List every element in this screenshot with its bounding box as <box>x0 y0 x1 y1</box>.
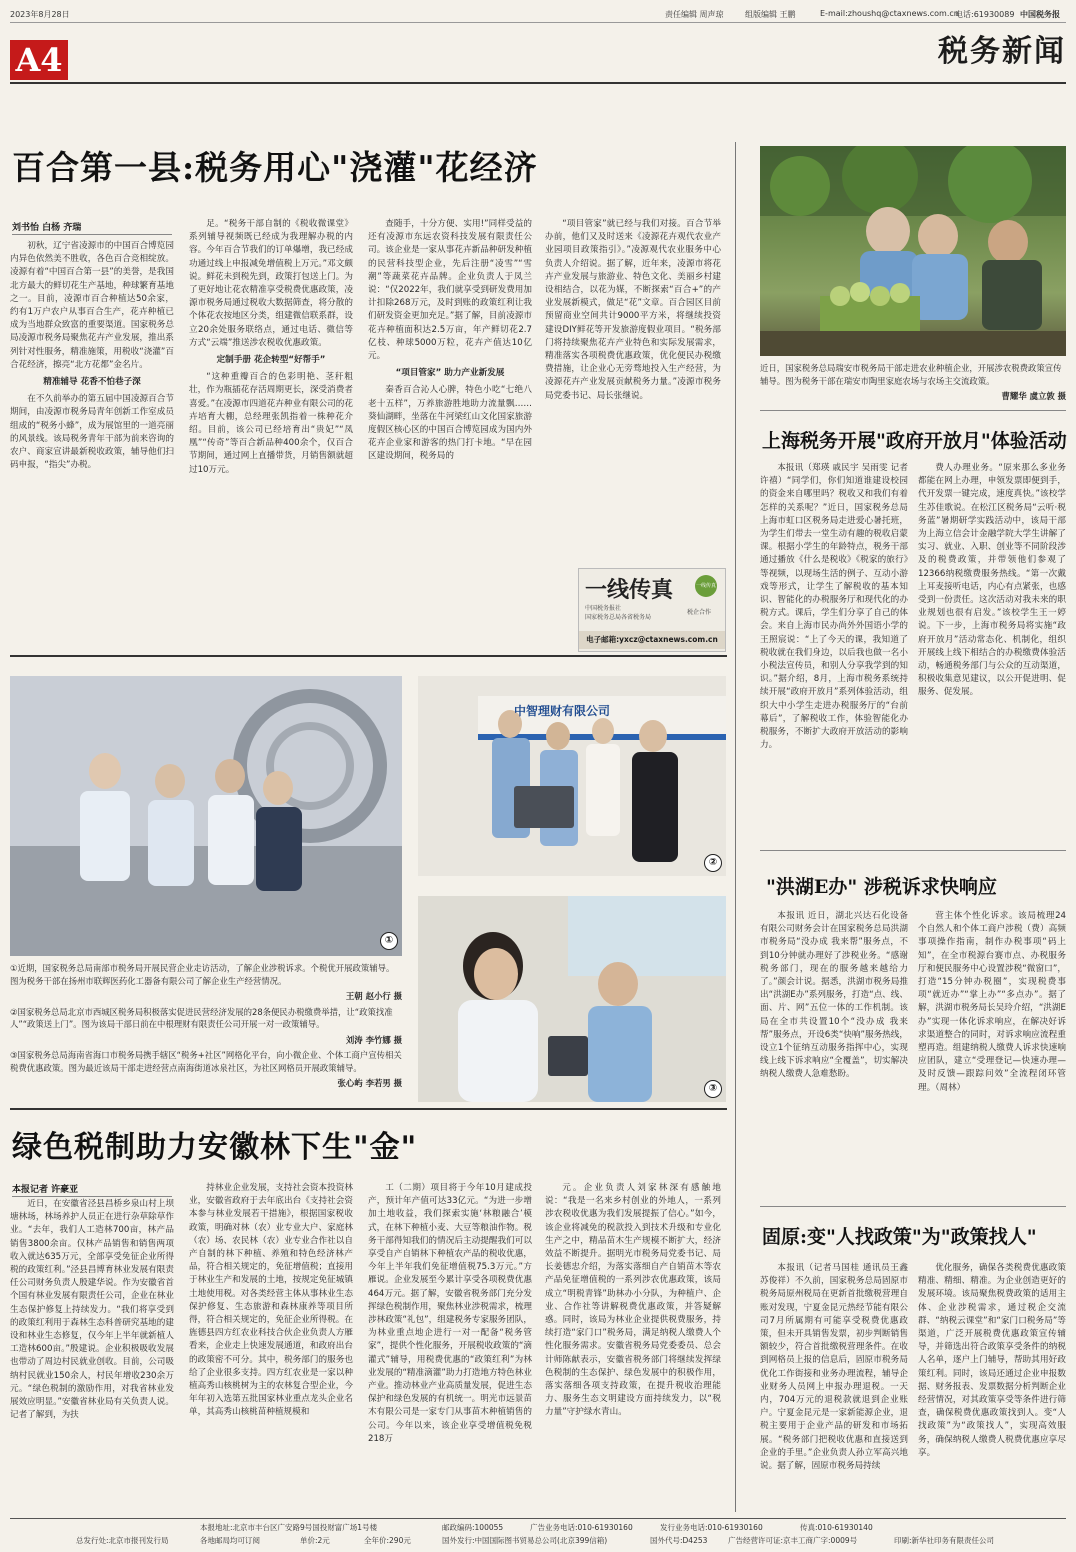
article1-title: 百合第一县:税务用心"浇灌"花经济 <box>12 148 538 187</box>
footer-foreign-code: 国外代号:D4253 <box>650 1536 708 1545</box>
footer-postcode: 邮政编码:100055 <box>442 1523 504 1532</box>
article4-col2-text: 持林业企业发展，支持社会资本投资林业，安徽省政府于去年底出台《支持社会资本参与林业发展若干措施》，根据国家税收政策，明确对林（农）业专业大户、家庭林（农）场、农民林（农）业专业合作社以自产自制的林下种植、养殖和特色经济林产品，符合相关规定的，免征增值税；直接用于林业生产和发展的土地，按规定免征城镇土地使用税。对各类经营主体从事林业生态保护修复、生态旅游和森林康养等项目所得，符合相关规定的，免征企业所得税。在旌德县四方红农业科技合伙企业负责人方雁看来，企业走上快速发展通道，和政府出台的政策密不可分。其中，税务部门的服务也给了企业很多支持。四方红农业是一家以种植高秀山核桃树为主的农林复合型企业，今年年初入选第五批国家林业重点龙头企业名单，其高秀山核桃苗种植规模和 <box>189 1183 353 1418</box>
article3-col2 <box>918 910 1066 1200</box>
photo-1-factory <box>10 676 402 956</box>
article2-title: 上海税务开展"政府开放月"体验活动 <box>762 430 1067 452</box>
rule-1 <box>760 410 1066 411</box>
photo-2-credit: 刘涛 李竹娜 摄 <box>345 1034 402 1045</box>
article1-byline: 刘书怡 白杨 齐瑞 <box>12 220 172 235</box>
photo-2-office <box>418 676 726 876</box>
rule-2 <box>760 850 1066 851</box>
photo-2-sign: 中智理财有限公司 <box>514 704 611 718</box>
article4-col4 <box>545 1182 721 1512</box>
photo-orchard <box>760 146 1066 356</box>
hotline-sub3: 税企合作 <box>687 609 712 616</box>
email[interactable]: E-mail:zhoushq@ctaxnews.com.cn <box>820 9 959 18</box>
photo-3-illustration <box>418 896 726 1102</box>
article5-col2 <box>918 1262 1066 1512</box>
header-rule <box>10 82 1066 84</box>
article3-col1 <box>760 910 908 1200</box>
article1-bottom-rule <box>10 655 727 657</box>
article1-subhead3: “项目管家” 助力产业新发展 <box>395 368 505 379</box>
hotline-sub2: 国家税务总局各省税务局 <box>585 614 652 621</box>
photo-1-caption: ①近期，国家税务总局南部市税务局开展民营企业走访活动，了解企业涉税诉求。个税优开展政策辅导。图为税务干部在扬州市联辉医药化工器备有限公司了解企业生产经营情况。 <box>10 963 395 986</box>
article5-col2-text: 优化服务，确保各类税费优惠政策精准、精细、精准。为企业创造更好的发展环境。该局聚焦税费政策的适用主体、企业涉税需求，通过税企交流群、“纳税云课堂”和“家门口税务局”等渠道，广泛开展税费优惠政策宣传辅导，并筛选出符合政策享受条件的纳税人名单，逐户上门辅导，帮助其用好政策红利。同时，该局还通过企业申报数据、财务报表、发票数据分析判断企业经营情况，对其政策享受等条件进行筛查，确保税费优惠政策找到人。变“人找政策”为“政策找人”，实现高效服务，确保纳税人缴费人税费优惠应享尽享。 <box>918 1263 1066 1458</box>
footer-printer: 印刷:新华社印务有限责任公司 <box>894 1536 995 1545</box>
article1-col3-text: 查随手，十分方便、实用!”同样受益的还有凌源市东远农资科技发展有限责任公司。该企业是一家从事花卉新品种研发种植的民营科技型企业，先后注册“凌雪”“雪潮”等蔬菜花卉品牌。企业负责人于凤兰说：“仅2022年，我们就享受到研发费用加计扣除268万元，及时到账的政策红利让我们研发资金更加充足。”据了解，目前凌源市花卉种植面积达2.5万亩，年产鲜切花2.7亿枝、种球5000万粒，花卉产值达10亿元。 <box>368 219 532 362</box>
column-divider <box>735 142 736 1512</box>
article4-col4-text: 元。企业负责人刘家林深有感触地说：“我是一名来乡村创业的外地人，一系列涉农税收优惠为我们发展提振了信心。”如今，该企业将减免的税款投入到技术升级和专业化生产之中，精品苗木生产规模不断扩大，经济效益不断提升。据明光市税务局党委书记、局长姜德忠介绍，为落实落细自产自销苗木等农产品免征增值税的一系列涉农优惠政策，该局成立“明税青锋”助林办小分队，为种植户、企业、合作社等讲解税费优惠政策，并答疑解惑。同时，该局为林业企业提供税费服务，持续打造“家门口”税务局，满足纳税人缴费人个性化服务需求。安徽省税务局党委委员、总会计师陈献表示，安徽省税务部门将继续发挥绿色税制的生态保护、绿色发展中的积极作用，落实落细各项支持政策，在提升税收治理能力、服务生态文明建设方面持续发力，以“税力量”守护绿水青山。 <box>545 1183 721 1418</box>
article2-col1-text: 本报讯（郑瑛 戚民宇 吴雨雯 记者许禧）“同学们，你们知道谁建设校园的资金来自哪里吗？税收又和我们有着怎样的关系呢？”近日，国家税务总局上海市虹口区税务局走进爱心暑托班，为学生们带去一堂生动有趣的税收启蒙课。根据小学生的年龄特点，税务干部通过播放《什么是税收》《税家的旅行》等视频，以现场生活的例子、互动小游戏等形式，让学生了解税收的基本知识、智能化的办税服务厅和现代化的办税方式。课后，学生们分享了自己的体会。来自上海市民办尚外外国语小学的王照宸说：“上了今天的课，我知道了税收就在我们身边，以后我也做一名小小税法宣传员，和别人分享我学到的知识。”据介绍，8月，上海市税务系统持续开展“政府开放月”系列体验活动，组织大中小学生走进办税服务厅的“台前幕后”，了解税收工作，体验智能化办税服务，不断扩大政府开放活动的影响力。 <box>760 463 908 751</box>
article3-title: "洪湖E办" 涉税诉求快响应 <box>766 876 997 898</box>
article4-col1 <box>10 1198 174 1512</box>
masthead-bar <box>10 6 1066 23</box>
article1-col4 <box>545 218 721 558</box>
article1-col3-text-b: 秦香百合沁人心脾，特色小吃“七绝八老十五样”，万养旅游胜地助力流量飘……葵仙湖畔，坐落在牛河梁红山文化国家旅游度假区核心区的中国百合博览园成为国内外花卉企业家和游客的热门打卡地。“早在园区建设期间，税务局的 <box>368 385 532 462</box>
article5-col1 <box>760 1262 908 1512</box>
photo-1-credit: 王朝 赵小行 摄 <box>345 991 402 1001</box>
paper-name: 中国税务报 <box>1020 10 1060 19</box>
photos-captions <box>10 962 402 1093</box>
hotline-box <box>578 568 726 652</box>
hotline-email[interactable]: 电子邮箱:yxcz@ctaxnews.com.cn <box>579 631 725 649</box>
article4-title: 绿色税制助力安徽林下生"金" <box>12 1130 418 1165</box>
footer-address: 本报地址:北京市丰台区广安路9号国投财富广场1号楼 <box>200 1523 378 1532</box>
hotline-sub1: 中国税务报社 <box>585 605 622 612</box>
article3-col1-text: 本报讯 近日，湖北兴达石化设备有限公司财务会计在国家税务总局洪湖市税务局“没办成 我来帮”服务点，不到10分钟就办理好了涉税业务。“感谢税务部门，现在的服务越来越给力了。”颜会计说。据悉，洪湖市税务局推出“洪湖E办”系列服务，打造“点、线、面、片、网”五位一体的工作机制。该局在全市共设置10个“没办成 我来帮”服务点，开设6类“快响”服务热线，设立1个征纳互动服务指挥中心，实现线上线下诉求响应“全覆盖”，切实解决纳税人缴费人急难愁盼。 <box>760 911 908 1080</box>
footer-distributor: 总发行处:北京市报刊发行局 <box>76 1536 169 1545</box>
article1-col1-text: 初秋，辽宁省凌源市的中国百合博览园内异色依然美不胜收，各色百合竞相绽放。凌源有着“中国百合第一县”的美誉，是我国北方最大的鲜切花生产基地，种球繁育基地之一。目前，凌源市百合种植达50余家，约有1万户农户从事百合生产，花卉种植已成为当地群众致富的重要渠道。国家税务总局凌源市税务局聚焦花卉产业发展，推出系列针对性服务，精准施策，用税收“浇灌”百合花经济，擦亮“北方花都”金名片。 <box>10 241 174 370</box>
article4-col2 <box>189 1182 353 1512</box>
photos-bottom-rule <box>10 1108 727 1110</box>
photo-2-caption: ②国家税务总局北京市西城区税务局积极落实促进民营经济发展的28条便民办税缴费举措，让“政策找准人”“政策送上门”。图为该局干部日前在中根理财有限责任公司开展一对一政策辅导。 <box>10 1006 393 1029</box>
article2-col2-text: 费人办理业务。“原来那么多业务都能在网上办理，申领发票即便到手，代开发票一键完成，速度真快。”该校学生苏佳歌说。在松江区税务局“云听·税务蓝”暑期研学实践活动中，该局干部为上海立信会计金融学院大学生讲解了实习、就业、入职、创业等不同阶段涉及的税费政策，并带领他们参观了12366纳税缴费服务热线。“第一次戴上耳麦接听电话，内心有点紧张，也感受到一份责任。这次活动对我未来的职业规划也很有启发。”该校学生王一婷说。下一步，上海市税务局将实施“政府开放月”活动常态化、机制化，组织开展线上线下相结合的办税缴费体验活动，畅通税务部门与公众的互动渠道，积极收集意见建议，以公开促进明、促服务、促发展。 <box>918 463 1066 698</box>
section-title: 税务新闻 <box>938 34 1066 69</box>
footer-ad-phone: 广告业务电话:010-61930160 <box>530 1523 633 1532</box>
article2-col2 <box>918 462 1066 842</box>
article4-byline: 本报记者 许豪亚 <box>12 1182 172 1197</box>
photo-orchard-caption <box>760 362 1066 406</box>
footer-ad-license: 广告经营许可证:京丰工商广字:0009号 <box>728 1536 858 1545</box>
article1-subhead1: 精准辅导 花香不怕巷子深 <box>43 377 141 388</box>
rule-3 <box>760 1206 1066 1207</box>
hotline-seal-icon: 一线传真 <box>695 575 717 597</box>
article1-col2-text: 足。“税务干部自制的《税收微课堂》系列辅导视频既已经成为我理解办税的内容。今年百合节我们的订单爆增，我已经成功通过线上申报减免增值税上万元。”邓文颇说。鲜花未到税先到，政策打包送上门。为了更好地让花农精准享受税费优惠政策，凌源市税务局通过税收大数据筛查，将分散的个体花农按地区分类，组建微信联系群，设立20余处服务联络点，通过电话、微信等方式“云端”推送涉农税收优惠政策。 <box>189 219 353 348</box>
article1-col1 <box>10 240 174 650</box>
article1-col3 <box>368 218 532 650</box>
photo-orchard-credit: 曹耀华 虞立敦 摄 <box>1001 391 1066 401</box>
article1-col2-text-b: “这种重瓣百合的色彩明艳、茎秆粗壮，作为瓶插花存活周期更长，深受消费者喜爱。”在凌源市四道花卉种业有限公司的花卉培育大棚，总经理张凯指着一株种花介绍。目前，该公司已经培育出“贵妃”“凤凰”“传奇”等百合新品种400余个，仅百合节期间，通过网上直播带货，月销售额就超过10万元。 <box>189 372 353 475</box>
footer-price: 单价:2元 <box>300 1536 330 1545</box>
photo-1-badge: ① <box>380 932 398 950</box>
photo-1-illustration <box>10 676 402 956</box>
footer-dist-phone: 发行业务电话:010-61930160 <box>660 1523 763 1532</box>
article3-col2-text: 营主体个性化诉求。该局梳理24个自然人和个体工商户涉税（费）高频事项操作指南，制作办税事项“码上知”，在全市税源台赛市点、办税服务厅和便民服务中心设置涉税“微窗口”，打造“15分钟办税圈”，实现税费事项“就近办”“掌上办”“多点办”。据了解，洪湖市税务局长吴玲介绍，“洪湖E办”实现一体化诉求响应，在解决好诉求渠道整合的同时，对诉求响应流程重塑再造。组建纳税人缴费人诉求快速响应团队，建立“受理登记—快速办理—及时反馈—跟踪问效”全流程闭环管理。（周林） <box>918 911 1066 1093</box>
footer-subscribe: 各地邮局均可订阅 <box>200 1536 260 1545</box>
article1-subhead2: 定制手册 花企转型“好帮手” <box>216 355 326 366</box>
footer-annual-price: 全年价:290元 <box>364 1536 411 1545</box>
photo-3-badge: ③ <box>704 1080 722 1098</box>
photo-3-credit: 张心屿 李若男 摄 <box>337 1078 402 1088</box>
page-number: A4 <box>10 40 68 80</box>
photo-3-caption: ③国家税务总局海南省海口市税务局携手辖区“税务+社区”网格化平台，向小微企业、个体工商户宣传相关税费优惠政策。图为最近该局干部走进经营点南海街道冰泉社区，为社区网格员开展政策辅导。 <box>10 1050 402 1073</box>
article4-col3 <box>368 1182 532 1512</box>
editor: 责任编辑 周声琼 <box>665 10 724 19</box>
designer: 组版编辑 王鹏 <box>745 10 796 19</box>
photo-orchard-caption-text: 近日，国家税务总局瑞安市税务局干部走进农业种植企业，开展涉农税费政策宣传辅导。图为税务干部在瑞安市陶里家庭农场与农场主交流政策。 <box>760 363 1062 386</box>
photo-2-badge: ② <box>704 854 722 872</box>
article4-col3-text: 工（二期）项目将于今年10月建成投产，预计年产值可达33亿元。“为进一步增加土地收益，我们探索实施‘林粮融合’模式，在林下种植小麦、大豆等粮油作物。税务干部得知我们的情况后主动提醒我们可以享受自产自销林下种植农产品的税收优惠，今年上半年我们免征增值税75.3万元。”方雁说。企业发展至今累计享受各项税费优惠464万元。据了解，安徽省税务部门充分发挥绿色税制作用，聚焦林业涉税需求，梳理涉林政策“礼包”，组建税务专家服务团队，为林业重点地企进行一对一配备“税务管家”，提供个性化服务，开展税收政策的“滴灌式”辅导，用税费优惠的“政策红利”为林业发展的“精准滴灌”助力打造地方特色林业产业。推动林业产业高质量发展，促进生态保护和绿色发展的有机统一。明光市远景苗木有限公司是一家专门从事苗木种植销售的公司。今年以来，该企业享受增值税免税218万 <box>368 1183 532 1444</box>
footer-foreign: 国外发行:中国国际图书贸易总公司(北京399信箱) <box>442 1536 608 1545</box>
article5-col1-text: 本报讯（记者马国桂 通讯员王鑫 苏俊祥）不久前，国家税务总局固原市税务局原州税局在更新首批缴税营理自账对发现，宁夏金昆元热经节能有限公司7月所属期有可能享受税费优惠政策，但未开具销售发票，初步判断销售额较少，符合首批缴税营理条件。在收到网格员上报的信息后，固原市税务局优化工作街接和业务办理流程，辅导企业财务人员网上申报办理退税。一天内，704万元的退税款就退到企业账户。宁夏金昆元是一家新能源企业，退税主要用于企业产品的研发和市场拓展。“税务部门把税收优惠和直接送到企业的手里。”企业负责人孙立军高兴地说。据了解，固原市税务局持续 <box>760 1263 908 1472</box>
phone: 电话:61930089 <box>955 10 1015 19</box>
article1-col2 <box>189 218 353 650</box>
article1-col4-text: “项目管家”就已经与我们对接。百合节举办前，他们又及时送来《凌源花卉观代农业产业园项目政策指引》。”凌源观代农业服务中心负责人介绍说。据了解，近年来，凌源市将花卉产业发展与旅游业、特色文化、美丽乡村建设相结合，以花为媒，不断探索“百合+”的产业发展新模式，做足“花”文章。百合园区目前预留商业空间共计9000平方米，将继续投资建设DIY鲜花等开发旅游度假业项目。“税务部门将持续聚焦花卉产业特色和实际发展需求，精准落实各项税费优惠政策，优化便民办税缴费措施，让企业心无旁骛地投入生产经营，为凌源花卉产业发展贡献税务力量。”凌源市税务局党委书记、局长张继说。 <box>545 219 721 401</box>
article2-col1 <box>760 462 908 842</box>
footer <box>10 1518 1066 1549</box>
footer-fax: 传真:010-61930140 <box>800 1523 873 1532</box>
hotline-logo: 一线传真 <box>585 577 674 603</box>
issue-date: 2023年8月28日 <box>10 10 70 19</box>
article5-title: 固原:变"人找政策"为"政策找人" <box>762 1226 1037 1248</box>
article4-col1-text: 近日，在安徽省泾县昌桥乡泉山村上坝塘林场，林场养护人员正在进行杂草除草作业。“去年，我们人工造林700亩，林产品销售3800余亩。仅林产品销售和销售两项收入就达635万元，全部享受免征企业所得税的政策红利。”泾县昌博育林业发展有限责任公司财务负责人殷建华说。作为安徽省首个国有林业发展有限责任公司，企业在林业生态保护修复上持续发力。“我们将享受到的政策红利用于森林生态科普研究基地的建设和林业生态修复，仅今年上半年就新植人工造林600亩。”殷建说。企业积极吸收发展也带动了周边村民就业创收。目前，公司吸纳村民就业150余人，村民年增收230余万元。“绿色税制的激励作用，对我省林业发展效应明显。”安徽省林业局有关负责人说。记者了解到，为扶 <box>10 1199 174 1421</box>
photo-orchard-illustration <box>760 146 1066 356</box>
article1-col1-text-b: 在不久前举办的第五届中国凌源百合节期间，由凌源市税务局青年创新工作室成员组成的“税务小蜂”，成为展馆里的一道亮丽的风景线。该局税务青年干部为前来咨询的农户、商家宣讲最新税收政策，辅导他们扫码申报，“指尖”办税。 <box>10 394 174 471</box>
photo-3-community <box>418 896 726 1102</box>
